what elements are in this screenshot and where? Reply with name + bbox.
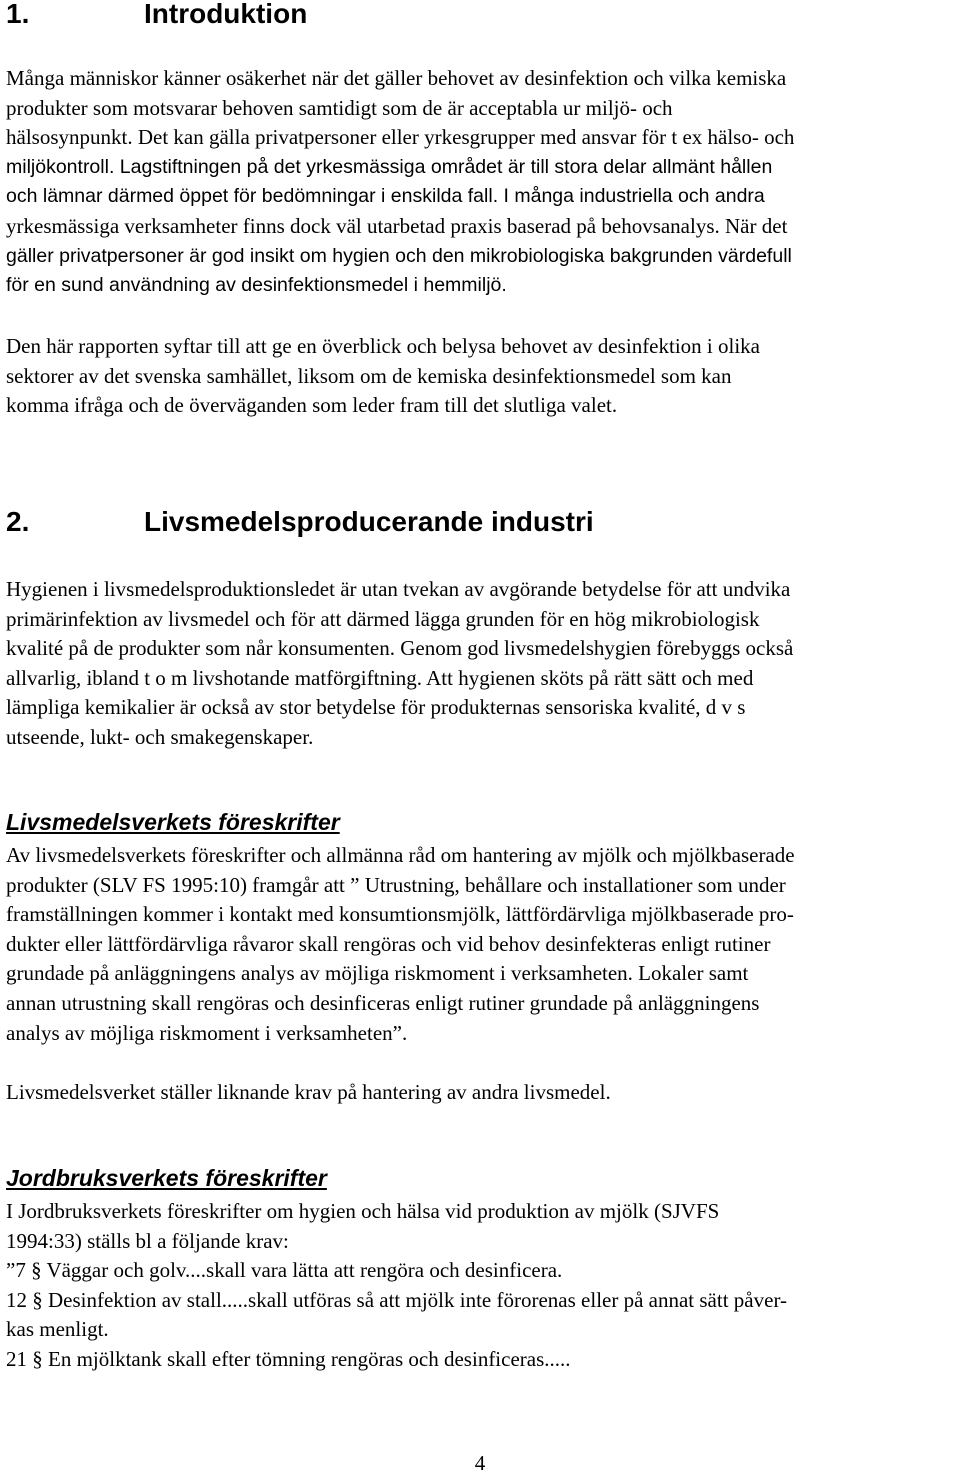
- text-line: primärinfektion av livsmedel och för att därmed lägga grunden för en hög mikrobiologisk: [6, 606, 760, 631]
- text-line: gäller privatpersoner är god insikt om hygien och den mikrobiologiska bakgrunden värdefull: [6, 244, 792, 267]
- text-line: allvarlig, ibland t o m livshotande matförgiftning. Att hygienen sköts på rätt sätt och med: [6, 665, 754, 690]
- text-line: grundade på anläggningens analys av möjliga riskmoment i verksamheten. Lokaler samt: [6, 961, 749, 986]
- livsmedelsverket-paragraph-2: [6, 1078, 611, 1108]
- text-line: kas menligt.: [6, 1317, 109, 1342]
- text-line: yrkesmässiga verksamheter finns dock väl utarbetad praxis baserad på behovsanalys. När det: [6, 213, 788, 238]
- text-line: ”7 § Väggar och golv....skall vara lätta att rengöra och desinficera.: [6, 1258, 563, 1283]
- jordbruksverket-heading: Jordbruksverkets föreskrifter: [6, 1165, 327, 1191]
- text-line: kvalité på de produkter som når konsumenten. Genom god livsmedelshygien förebyggs också: [6, 636, 794, 661]
- intro-paragraph-2: [6, 332, 760, 421]
- section-2-title: Livsmedelsproducerande industri: [144, 506, 594, 537]
- section-2-number: 2.: [6, 506, 30, 537]
- livsmedelsverket-paragraph-1: [6, 841, 795, 1048]
- text-line: hälsosynpunkt. Det kan gälla privatpersoner eller yrkesgrupper med ansvar för t ex hälso- och: [6, 125, 795, 150]
- text-line: dukter eller lättfördärvliga råvaror skall rengöras och vid behov desinfekteras enligt rutiner: [6, 931, 771, 956]
- section-1-title: Introduktion: [144, 0, 308, 29]
- section-1-number: 1.: [6, 0, 30, 29]
- text-line: Livsmedelsverket ställer liknande krav på hantering av andra livsmedel.: [6, 1080, 611, 1104]
- text-line: lämpliga kemikalier är också av stor betydelse för produkternas sensoriska kvalité, d v s: [6, 695, 746, 720]
- section-2-heading: [6, 508, 594, 536]
- text-line: Den här rapporten syftar till att ge en överblick och belysa behovet av desinfektion i olika: [6, 334, 761, 358]
- text-line: och lämnar därmed öppet för bedömningar i enskilda fall. I många industriella och andra: [6, 185, 765, 208]
- text-line: Av livsmedelsverkets föreskrifter och allmänna råd om hantering av mjölk och mjölkbaserade: [6, 843, 795, 867]
- intro-paragraph-1: [6, 64, 794, 301]
- text-line: Hygienen i livsmedelsproduktionsledet är utan tvekan av avgörande betydelse för att undvika: [6, 577, 791, 601]
- text-line: för en sund användning av desinfektionsmedel i hemmiljö.: [6, 274, 507, 297]
- jordbruksverket-paragraph: [6, 1197, 787, 1375]
- text-line: 1994:33) ställs bl a följande krav:: [6, 1228, 289, 1253]
- text-line: komma ifråga och de överväganden som leder fram till det slutliga valet.: [6, 393, 618, 418]
- text-line: produkter som motsvarar behoven samtidigt som de är acceptabla ur miljö- och: [6, 95, 673, 120]
- page-number: 4: [474, 1451, 486, 1475]
- text-line: Många människor känner osäkerhet när det gäller behovet av desinfektion och vilka kemiska: [6, 66, 787, 90]
- text-line: framställningen kommer i kontakt med konsumtionsmjölk, lättfördärvliga mjölkbaserade pro-: [6, 902, 794, 927]
- text-line: analys av möjliga riskmoment i verksamheten”.: [6, 1020, 408, 1045]
- text-line: miljökontroll. Lagstiftningen på det yrkesmässiga området är till stora delar allmänt hållen: [6, 155, 773, 178]
- food-industry-paragraph: [6, 575, 793, 753]
- text-line: utseende, lukt- och smakegenskaper.: [6, 724, 314, 749]
- text-line: 12 § Desinfektion av stall.....skall utföras så att mjölk inte förorenas eller på annat sätt påver-: [6, 1287, 788, 1312]
- livsmedelsverket-heading: Livsmedelsverkets föreskrifter: [6, 809, 340, 835]
- text-line: sektorer av det svenska samhället, liksom om de kemiska desinfektionsmedel som kan: [6, 363, 732, 388]
- text-line: 21 § En mjölktank skall efter tömning rengöras och desinficeras.....: [6, 1346, 571, 1371]
- text-line: annan utrustning skall rengöras och desinficeras enligt rutiner grundade på anläggningens: [6, 990, 760, 1015]
- section-1-heading: [6, 0, 307, 28]
- text-line: produkter (SLV FS 1995:10) framgår att ” Utrustning, behållare och installationer som under: [6, 872, 786, 897]
- text-line: I Jordbruksverkets föreskrifter om hygien och hälsa vid produktion av mjölk (SJVFS: [6, 1199, 720, 1223]
